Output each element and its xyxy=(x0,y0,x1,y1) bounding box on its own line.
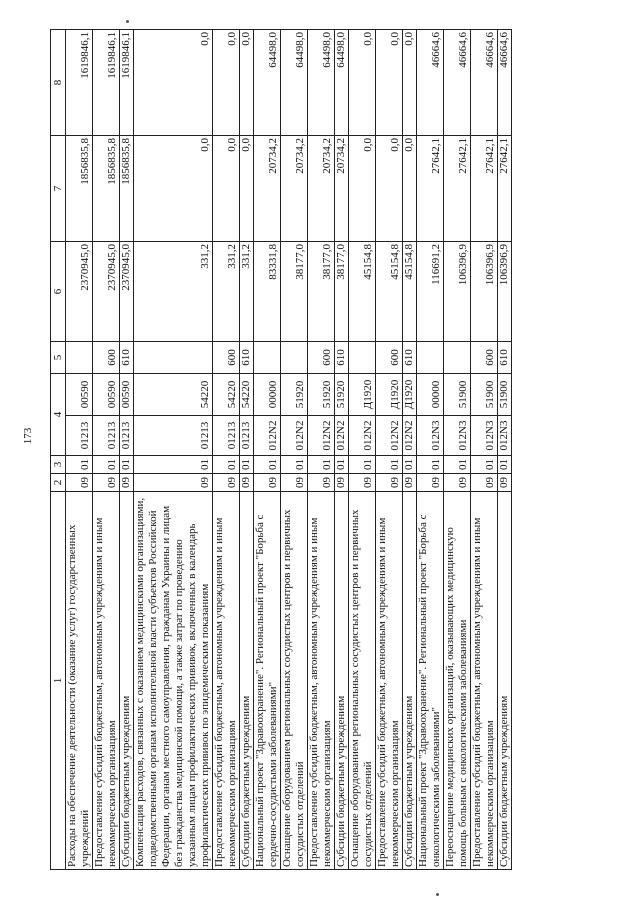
cell-c2: 09 xyxy=(444,474,471,492)
cell-c4b: Д1920 xyxy=(349,374,376,416)
table-row xyxy=(498,30,512,870)
cell-name: Компенсация расходов, связанных с оказанием медицинскими организациями, подведомственными органам исполнительной власти субъектов Российской Федерации, органам местного самоуправления, гражданам Украины и лицам без гражданства медицинской помощи, а также затрат по проведению указанным лицам профилактических прививок, включенных в календарь профилактических прививок по эпидемическим показаниям xyxy=(134,492,213,870)
cell-c6: 331,2 xyxy=(213,242,240,342)
cell-c4a: 012N2 xyxy=(349,416,376,456)
cell-c5: 600 xyxy=(308,342,335,374)
cell-c4a: 012N2 xyxy=(254,416,281,456)
cell-c6: 38177,0 xyxy=(308,242,335,342)
page-number: 173 xyxy=(22,427,34,445)
cell-c4a: 012N3 xyxy=(471,416,498,456)
cell-c3: 01 xyxy=(471,456,498,474)
cell-name: Переоснащение медицинских организаций, оказывающих медицинскую помощь больным с онкологическими заболеваниями xyxy=(444,492,471,870)
cell-c4b: 00000 xyxy=(417,374,444,416)
cell-c3: 01 xyxy=(281,456,308,474)
cell-c8: 1619846,1 xyxy=(93,30,120,136)
cell-c5: 600 xyxy=(471,342,498,374)
cell-name: Оснащение оборудованием региональных сосудистых центров и первичных сосудистых отделений xyxy=(349,492,376,870)
cell-name: Субсидии бюджетным учреждениям xyxy=(335,492,349,870)
cell-c7: 1856835,8 xyxy=(93,136,120,242)
cell-c8: 64498,0 xyxy=(281,30,308,136)
cell-c7: 20734,2 xyxy=(254,136,281,242)
cell-c2: 09 xyxy=(403,474,417,492)
cell-c7: 0,0 xyxy=(213,136,240,242)
column-header: 5 xyxy=(51,342,66,374)
cell-c4b: 51920 xyxy=(308,374,335,416)
cell-c5: 610 xyxy=(498,342,512,374)
cell-name: Предоставление субсидий бюджетным, автономным учреждениям и иным некоммерческим организациям xyxy=(213,492,240,870)
cell-c3: 01 xyxy=(213,456,240,474)
budget-table-page xyxy=(50,30,620,870)
table-row xyxy=(281,30,308,870)
table-row xyxy=(417,30,444,870)
cell-c7: 27642,1 xyxy=(471,136,498,242)
cell-c4a: 012N2 xyxy=(335,416,349,456)
column-header: 6 xyxy=(51,242,66,342)
cell-c2: 09 xyxy=(498,474,512,492)
cell-c8: 0,0 xyxy=(134,30,213,136)
cell-name: Предоставление субсидий бюджетным, автономным учреждениям и иным некоммерческим организациям xyxy=(471,492,498,870)
cell-c7: 0,0 xyxy=(134,136,213,242)
table-row xyxy=(120,30,134,870)
cell-name: Национальный проект "Здравоохранение". Региональный проект "Борьба с онкологическими заболеваниями" xyxy=(417,492,444,870)
table-body xyxy=(66,30,512,870)
cell-c2: 09 xyxy=(134,474,213,492)
cell-c4a: 012N3 xyxy=(417,416,444,456)
cell-c7: 0,0 xyxy=(349,136,376,242)
column-header: 4 xyxy=(51,374,66,456)
cell-c6: 116691,2 xyxy=(417,242,444,342)
cell-c4a: 01213 xyxy=(66,416,93,456)
cell-c2: 09 xyxy=(254,474,281,492)
cell-c4a: 012N2 xyxy=(308,416,335,456)
cell-c6: 38177,0 xyxy=(281,242,308,342)
column-header: 8 xyxy=(51,30,66,136)
cell-c4b: Д1920 xyxy=(403,374,417,416)
cell-c2: 09 xyxy=(281,474,308,492)
cell-c4a: 01213 xyxy=(213,416,240,456)
cell-c4b: 51900 xyxy=(444,374,471,416)
cell-c4b: 51900 xyxy=(471,374,498,416)
cell-c8: 0,0 xyxy=(240,30,254,136)
table-row xyxy=(335,30,349,870)
cell-c5: 610 xyxy=(335,342,349,374)
cell-c4a: 01213 xyxy=(240,416,254,456)
cell-c3: 01 xyxy=(335,456,349,474)
table-row xyxy=(213,30,240,870)
cell-name: Оснащение оборудованием региональных сосудистых центров и первичных сосудистых отделений xyxy=(281,492,308,870)
cell-c5 xyxy=(349,342,376,374)
cell-c2: 09 xyxy=(93,474,120,492)
cell-c7: 27642,1 xyxy=(417,136,444,242)
cell-c6: 106396,9 xyxy=(471,242,498,342)
cell-c7: 0,0 xyxy=(403,136,417,242)
cell-c3: 01 xyxy=(66,456,93,474)
cell-c7: 0,0 xyxy=(240,136,254,242)
cell-c2: 09 xyxy=(417,474,444,492)
cell-name: Субсидии бюджетным учреждениям xyxy=(498,492,512,870)
cell-c5 xyxy=(254,342,281,374)
cell-c3: 01 xyxy=(93,456,120,474)
cell-c4b: 54220 xyxy=(134,374,213,416)
cell-c4a: 012N3 xyxy=(444,416,471,456)
cell-name: Расходы на обеспечение деятельности (оказание услуг) государственных учреждений xyxy=(66,492,93,870)
cell-c3: 01 xyxy=(403,456,417,474)
cell-c3: 01 xyxy=(308,456,335,474)
table-row xyxy=(376,30,403,870)
cell-c6: 2370945,0 xyxy=(120,242,134,342)
header-row xyxy=(51,30,66,870)
cell-c4b: 51900 xyxy=(498,374,512,416)
cell-c6: 106396,9 xyxy=(444,242,471,342)
cell-c2: 09 xyxy=(376,474,403,492)
cell-c5: 610 xyxy=(120,342,134,374)
cell-c4a: 012N2 xyxy=(376,416,403,456)
cell-c4b: Д1920 xyxy=(376,374,403,416)
cell-c3: 01 xyxy=(134,456,213,474)
cell-c7: 20734,2 xyxy=(308,136,335,242)
cell-c8: 64498,0 xyxy=(308,30,335,136)
cell-c3: 01 xyxy=(498,456,512,474)
cell-c4a: 012N2 xyxy=(403,416,417,456)
table-row xyxy=(134,30,213,870)
cell-c3: 01 xyxy=(349,456,376,474)
cell-c4a: 01213 xyxy=(134,416,213,456)
cell-c5: 600 xyxy=(93,342,120,374)
cell-c5: 610 xyxy=(403,342,417,374)
cell-c6: 45154,8 xyxy=(376,242,403,342)
cell-c7: 1856835,8 xyxy=(66,136,93,242)
cell-name: Субсидии бюджетным учреждениям xyxy=(403,492,417,870)
cell-c4a: 012N2 xyxy=(281,416,308,456)
cell-c8: 46664,6 xyxy=(498,30,512,136)
cell-c8: 0,0 xyxy=(403,30,417,136)
table-row xyxy=(308,30,335,870)
cell-c3: 01 xyxy=(376,456,403,474)
cell-c8: 46664,6 xyxy=(471,30,498,136)
cell-c6: 106396,9 xyxy=(498,242,512,342)
cell-c6: 45154,8 xyxy=(403,242,417,342)
column-header: 7 xyxy=(51,136,66,242)
cell-name: Субсидии бюджетным учреждениям xyxy=(240,492,254,870)
cell-c5: 600 xyxy=(213,342,240,374)
cell-c2: 09 xyxy=(335,474,349,492)
cell-c7: 27642,1 xyxy=(444,136,471,242)
cell-c4a: 01213 xyxy=(93,416,120,456)
cell-c8: 46664,6 xyxy=(444,30,471,136)
table-row xyxy=(240,30,254,870)
scan-speck xyxy=(436,893,439,896)
cell-c3: 01 xyxy=(240,456,254,474)
cell-c4b: 54220 xyxy=(213,374,240,416)
cell-c7: 20734,2 xyxy=(281,136,308,242)
cell-c2: 09 xyxy=(240,474,254,492)
cell-c5: 610 xyxy=(240,342,254,374)
cell-c6: 83331,8 xyxy=(254,242,281,342)
cell-c2: 09 xyxy=(471,474,498,492)
cell-c6: 331,2 xyxy=(240,242,254,342)
cell-c4b: 54220 xyxy=(240,374,254,416)
cell-c7: 1856835,8 xyxy=(120,136,134,242)
column-header: 1 xyxy=(51,492,66,870)
cell-c6: 2370945,0 xyxy=(66,242,93,342)
cell-c3: 01 xyxy=(120,456,134,474)
cell-c6: 2370945,0 xyxy=(93,242,120,342)
table-row xyxy=(349,30,376,870)
cell-c2: 09 xyxy=(308,474,335,492)
column-header: 2 xyxy=(51,474,66,492)
table-row xyxy=(444,30,471,870)
cell-c4b: 51920 xyxy=(281,374,308,416)
cell-c5 xyxy=(134,342,213,374)
cell-c5 xyxy=(417,342,444,374)
budget-table xyxy=(50,29,512,870)
cell-c8: 0,0 xyxy=(376,30,403,136)
cell-c8: 1619846,1 xyxy=(120,30,134,136)
cell-c4a: 012N3 xyxy=(498,416,512,456)
cell-c4b: 00590 xyxy=(66,374,93,416)
table-row xyxy=(93,30,120,870)
cell-c2: 09 xyxy=(213,474,240,492)
cell-c4b: 00590 xyxy=(93,374,120,416)
cell-c4b: 00590 xyxy=(120,374,134,416)
cell-c8: 64498,0 xyxy=(254,30,281,136)
cell-name: Национальный проект "Здравоохранение". Региональный проект "Борьба с сердечно-сосудистыми заболеваниями" xyxy=(254,492,281,870)
table-row xyxy=(471,30,498,870)
cell-name: Предоставление субсидий бюджетным, автономным учреждениям и иным некоммерческим организациям xyxy=(93,492,120,870)
cell-c3: 01 xyxy=(444,456,471,474)
cell-c8: 1619846,1 xyxy=(66,30,93,136)
cell-name: Субсидии бюджетным учреждениям xyxy=(120,492,134,870)
cell-c5 xyxy=(444,342,471,374)
cell-c4b: 51920 xyxy=(335,374,349,416)
cell-c5: 600 xyxy=(376,342,403,374)
cell-c2: 09 xyxy=(66,474,93,492)
cell-c6: 331,2 xyxy=(134,242,213,342)
cell-c8: 0,0 xyxy=(213,30,240,136)
cell-c4a: 01213 xyxy=(120,416,134,456)
table-row xyxy=(254,30,281,870)
cell-c5 xyxy=(281,342,308,374)
cell-c3: 01 xyxy=(254,456,281,474)
cell-c8: 64498,0 xyxy=(335,30,349,136)
cell-c4b: 00000 xyxy=(254,374,281,416)
cell-c5 xyxy=(66,342,93,374)
cell-c3: 01 xyxy=(417,456,444,474)
cell-c7: 27642,1 xyxy=(498,136,512,242)
cell-c6: 38177,0 xyxy=(335,242,349,342)
column-header: 3 xyxy=(51,456,66,474)
cell-c8: 0,0 xyxy=(349,30,376,136)
cell-c2: 09 xyxy=(120,474,134,492)
table-row xyxy=(403,30,417,870)
cell-c7: 0,0 xyxy=(376,136,403,242)
cell-c8: 46664,6 xyxy=(417,30,444,136)
cell-c7: 20734,2 xyxy=(335,136,349,242)
cell-c2: 09 xyxy=(349,474,376,492)
cell-name: Предоставление субсидий бюджетным, автономным учреждениям и иным некоммерческим организациям xyxy=(308,492,335,870)
cell-c6: 45154,8 xyxy=(349,242,376,342)
cell-name: Предоставление субсидий бюджетным, автономным учреждениям и иным некоммерческим организациям xyxy=(376,492,403,870)
scan-speck xyxy=(126,20,129,23)
table-row xyxy=(66,30,93,870)
